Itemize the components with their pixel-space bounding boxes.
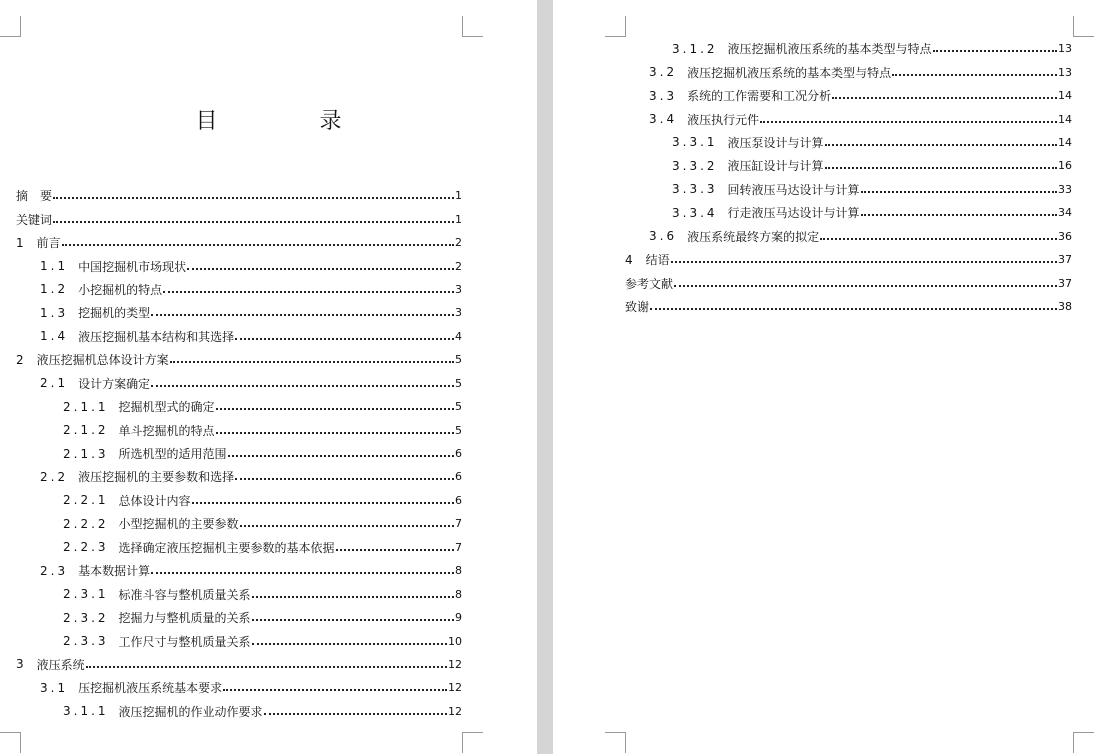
toc-entry-title: 小挖掘机的特点: [78, 282, 163, 297]
toc-entry[interactable]: [16, 512, 462, 535]
toc-dot-leader: [674, 284, 1057, 287]
toc-entry-title: 设计方案确定: [78, 376, 151, 391]
toc-dot-leader: [223, 688, 447, 691]
toc-dot-leader: [216, 431, 454, 434]
toc-dot-leader: [216, 407, 454, 410]
toc-dot-leader: [151, 384, 454, 387]
toc-dot-leader: [820, 237, 1057, 240]
toc-entry-page-number: 14: [1058, 135, 1072, 149]
toc-entry[interactable]: [625, 178, 1072, 201]
toc-list-right: [625, 37, 1072, 318]
toc-entry-number: 2.2.3: [63, 540, 109, 555]
toc-entry-page-number: 7: [455, 517, 462, 531]
toc-entry[interactable]: [16, 489, 462, 512]
toc-entry-page-number: 12: [448, 681, 462, 695]
crop-mark: [605, 732, 626, 753]
toc-entry[interactable]: [625, 154, 1072, 177]
toc-dot-leader: [86, 665, 447, 668]
toc-entry-page-number: 37: [1058, 253, 1072, 267]
crop-mark: [462, 732, 483, 753]
toc-entry[interactable]: [16, 676, 462, 699]
toc-dot-leader: [825, 143, 1057, 146]
toc-entry-title: 小型挖掘机的主要参数: [118, 517, 239, 532]
toc-entry-title: 液压挖掘机液压系统的基本类型与特点: [727, 42, 932, 57]
toc-entry-number: 3.4: [649, 112, 678, 127]
toc-entry-page-number: 8: [455, 564, 462, 578]
toc-entry-title: 所选机型的适用范围: [118, 447, 227, 462]
toc-entry-number: 3.6: [649, 229, 678, 244]
crop-mark: [0, 16, 21, 37]
toc-dot-leader: [832, 96, 1057, 99]
toc-entry[interactable]: [16, 559, 462, 582]
toc-dot-leader: [235, 337, 454, 340]
toc-entry-page-number: 34: [1058, 206, 1072, 220]
toc-entry-page-number: 14: [1058, 112, 1072, 126]
toc-dot-leader: [825, 166, 1057, 169]
toc-entry-title: 液压挖掘机液压系统的基本类型与特点: [687, 65, 892, 80]
toc-entry[interactable]: [16, 301, 462, 324]
toc-entry[interactable]: [625, 131, 1072, 154]
toc-entry-number: 1.1: [40, 259, 69, 274]
toc-entry-number: 2.2: [40, 469, 69, 484]
toc-entry-page-number: 14: [1058, 89, 1072, 103]
toc-entry-title: 液压系统: [36, 657, 85, 672]
toc-entry-page-number: 6: [455, 493, 462, 507]
toc-dot-leader: [151, 313, 454, 316]
toc-dot-leader: [170, 360, 454, 363]
toc-entry[interactable]: [16, 465, 462, 488]
toc-dot-leader: [861, 213, 1057, 216]
toc-entry-number: 1.3: [40, 305, 69, 320]
toc-entry-number: 2.2.2: [63, 516, 109, 531]
crop-mark: [462, 16, 483, 37]
crop-mark: [1073, 16, 1094, 37]
toc-entry[interactable]: [16, 582, 462, 605]
toc-entry-page-number: 10: [448, 634, 462, 648]
toc-entry-title: 挖掘机的类型: [78, 306, 151, 321]
toc-dot-leader: [252, 618, 454, 621]
toc-entry-number: 2.2.1: [63, 493, 109, 508]
toc-entry-number: 2.3.3: [63, 634, 109, 649]
toc-entry-number: 2.1.2: [63, 423, 109, 438]
toc-entry-number: 3.3.3: [672, 182, 718, 197]
toc-dot-leader: [760, 120, 1057, 123]
toc-entry[interactable]: [16, 372, 462, 395]
toc-entry[interactable]: [16, 348, 462, 371]
toc-entry-title: 致谢: [625, 300, 650, 315]
toc-entry-page-number: 6: [455, 470, 462, 484]
toc-entry-page-number: 36: [1058, 229, 1072, 243]
toc-dot-leader: [53, 196, 454, 199]
toc-entry-number: 3.3.4: [672, 205, 718, 220]
toc-entry[interactable]: [625, 271, 1072, 294]
toc-entry-number: 1: [16, 235, 27, 250]
toc-entry-title: 挖掘机型式的确定: [118, 400, 215, 415]
crop-mark: [605, 16, 626, 37]
toc-dot-leader: [264, 712, 447, 715]
toc-entry-page-number: 7: [455, 540, 462, 554]
toc-entry-title: 液压挖掘机的主要参数和选择: [78, 470, 235, 485]
toc-entry[interactable]: [16, 653, 462, 676]
toc-entry-number: 3.1.1: [63, 704, 109, 719]
toc-entry-number: 1.2: [40, 282, 69, 297]
toc-dot-leader: [252, 642, 447, 645]
toc-entry-page-number: 38: [1058, 300, 1072, 314]
toc-entry-page-number: 1: [455, 212, 462, 226]
toc-entry-page-number: 1: [455, 189, 462, 203]
toc-entry-page-number: 13: [1058, 65, 1072, 79]
toc-entry-number: 3.1: [40, 680, 69, 695]
crop-mark: [0, 732, 21, 753]
toc-entry[interactable]: [625, 107, 1072, 130]
toc-dot-leader: [252, 595, 454, 598]
toc-entry-title: 摘 要: [16, 189, 53, 204]
toc-entry-page-number: 5: [455, 376, 462, 390]
toc-entry[interactable]: [625, 248, 1072, 271]
toc-entry-page-number: 8: [455, 587, 462, 601]
toc-entry-title: 结语: [645, 253, 670, 268]
toc-entry-title: 挖掘力与整机质量的关系: [118, 611, 251, 626]
toc-entry[interactable]: [625, 84, 1072, 107]
toc-entry[interactable]: [625, 60, 1072, 83]
toc-dot-leader: [228, 454, 454, 457]
toc-entry-number: 2.3.1: [63, 587, 109, 602]
toc-entry[interactable]: [16, 700, 462, 723]
toc-entry-page-number: 37: [1058, 276, 1072, 290]
toc-entry-page-number: 4: [455, 329, 462, 343]
toc-dot-leader: [62, 243, 454, 246]
toc-entry-title: 液压挖掘机总体设计方案: [36, 353, 169, 368]
toc-entry-title: 标准斗容与整机质量关系: [118, 587, 251, 602]
toc-entry-number: 2: [16, 352, 27, 367]
toc-entry-number: 3.1.2: [672, 41, 718, 56]
toc-entry[interactable]: [625, 37, 1072, 60]
toc-entry-title: 基本数据计算: [78, 564, 151, 579]
toc-entry-number: 2.1: [40, 376, 69, 391]
toc-entry-page-number: 9: [455, 611, 462, 625]
toc-entry-title: 单斗挖掘机的特点: [118, 423, 215, 438]
toc-entry-title: 压挖掘机液压系统基本要求: [78, 681, 223, 696]
toc-entry-title: 选择确定液压挖掘机主要参数的基本依据: [118, 540, 335, 555]
toc-list-left: [16, 184, 462, 723]
toc-entry-title: 参考文献: [625, 276, 674, 291]
toc-entry-title: 液压泵设计与计算: [727, 135, 824, 150]
toc-entry-number: 2.3.2: [63, 610, 109, 625]
toc-dot-leader: [53, 220, 454, 223]
toc-entry[interactable]: [625, 201, 1072, 224]
toc-entry-number: 3.3.1: [672, 135, 718, 150]
toc-entry[interactable]: [16, 606, 462, 629]
toc-dot-leader: [650, 307, 1057, 310]
toc-dot-leader: [671, 260, 1057, 263]
toc-entry-title: 液压缸设计与计算: [727, 159, 824, 174]
toc-entry-number: 3.3: [649, 88, 678, 103]
toc-entry-title: 关键词: [16, 212, 53, 227]
toc-dot-leader: [933, 49, 1057, 52]
toc-entry[interactable]: [16, 536, 462, 559]
toc-entry-page-number: 12: [448, 704, 462, 718]
toc-entry-title: 总体设计内容: [118, 493, 191, 508]
toc-dot-leader: [336, 548, 454, 551]
toc-dot-leader: [192, 501, 454, 504]
toc-entry-title: 系统的工作需要和工况分析: [687, 89, 832, 104]
toc-entry-page-number: 5: [455, 423, 462, 437]
toc-entry-page-number: 2: [455, 259, 462, 273]
toc-dot-leader: [892, 73, 1057, 76]
toc-entry-title: 工作尺寸与整机质量关系: [118, 634, 251, 649]
toc-dot-leader: [187, 267, 454, 270]
toc-entry-page-number: 5: [455, 400, 462, 414]
toc-entry-title: 中国挖掘机市场现状: [78, 259, 187, 274]
toc-dot-leader: [235, 477, 454, 480]
toc-entry-number: 2.1.1: [63, 399, 109, 414]
toc-entry-page-number: 12: [448, 657, 462, 671]
crop-mark: [1073, 732, 1094, 753]
toc-entry-title: 回转液压马达设计与计算: [727, 182, 860, 197]
toc-entry[interactable]: [16, 325, 462, 348]
toc-entry-page-number: 6: [455, 447, 462, 461]
toc-entry-title: 液压系统最终方案的拟定: [687, 229, 820, 244]
toc-entry[interactable]: [16, 442, 462, 465]
toc-entry[interactable]: [16, 395, 462, 418]
toc-entry[interactable]: [16, 278, 462, 301]
toc-entry-number: 3.3.2: [672, 158, 718, 173]
toc-entry[interactable]: [16, 184, 462, 207]
toc-entry[interactable]: [625, 295, 1072, 318]
toc-entry-number: 2.3: [40, 563, 69, 578]
toc-dot-leader: [240, 524, 454, 527]
toc-entry[interactable]: [16, 254, 462, 277]
toc-entry-page-number: 5: [455, 353, 462, 367]
toc-entry-page-number: 2: [455, 236, 462, 250]
toc-entry-page-number: 3: [455, 282, 462, 296]
toc-entry-page-number: 16: [1058, 159, 1072, 173]
toc-entry-title: 液压执行元件: [687, 112, 760, 127]
toc-entry[interactable]: [625, 225, 1072, 248]
toc-dot-leader: [163, 290, 454, 293]
toc-entry-title: 液压挖掘机的作业动作要求: [118, 704, 263, 719]
toc-entry-page-number: 33: [1058, 182, 1072, 196]
toc-entry[interactable]: [16, 207, 462, 230]
toc-dot-leader: [861, 190, 1057, 193]
toc-entry-number: 4: [625, 252, 636, 267]
toc-entry[interactable]: [16, 418, 462, 441]
toc-entry-title: 行走液压马达设计与计算: [727, 206, 860, 221]
toc-entry-page-number: 13: [1058, 42, 1072, 56]
toc-entry-title: 前言: [36, 236, 61, 251]
toc-entry-number: 1.4: [40, 329, 69, 344]
page-title: 目 录: [195, 109, 382, 134]
toc-entry-page-number: 3: [455, 306, 462, 320]
toc-entry-number: 3: [16, 657, 27, 672]
toc-entry-title: 液压挖掘机基本结构和其选择: [78, 329, 235, 344]
toc-dot-leader: [151, 571, 454, 574]
toc-entry-number: 3.2: [649, 65, 678, 80]
toc-entry[interactable]: [16, 231, 462, 254]
toc-entry-number: 2.1.3: [63, 446, 109, 461]
toc-entry[interactable]: [16, 629, 462, 652]
